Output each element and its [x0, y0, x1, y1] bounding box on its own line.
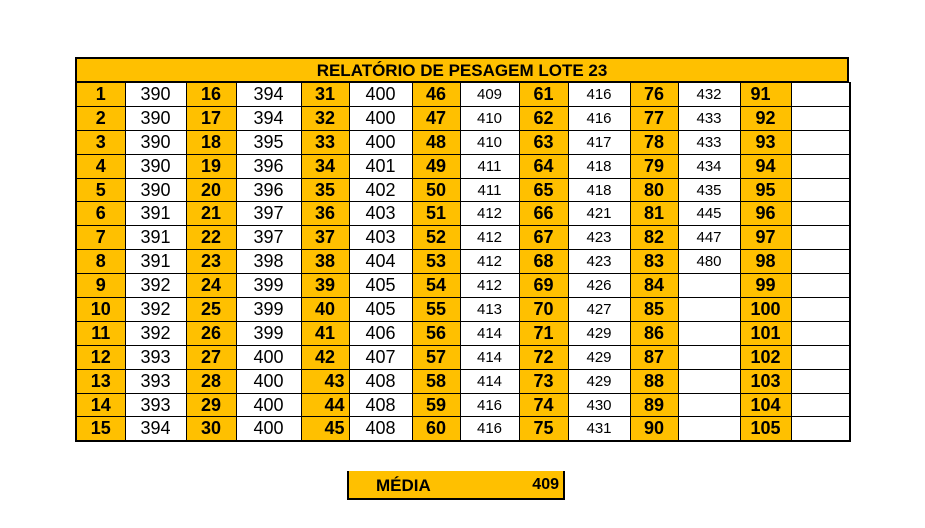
animal-number: 102 [740, 345, 791, 369]
weight-value: 400 [236, 393, 301, 417]
weight-value: 400 [349, 83, 412, 107]
animal-number: 63 [519, 130, 568, 154]
animal-number: 47 [412, 106, 460, 130]
average-value: 409 [532, 476, 559, 493]
weight-value: 429 [568, 321, 630, 345]
weight-value: 423 [568, 250, 630, 274]
animal-number: 86 [630, 321, 678, 345]
weight-value: 390 [125, 154, 186, 178]
table-row [76, 202, 850, 226]
weight-value: 405 [349, 274, 412, 298]
animal-number: 57 [412, 345, 460, 369]
weight-value: 412 [460, 226, 519, 250]
animal-number: 30 [186, 417, 236, 441]
empty-cell [791, 274, 850, 298]
animal-number: 16 [186, 83, 236, 107]
weight-value: 411 [460, 178, 519, 202]
weight-value: 431 [568, 417, 630, 441]
weight-value: 395 [236, 130, 301, 154]
animal-number: 51 [412, 202, 460, 226]
table-row [76, 345, 850, 369]
weight-value: 394 [236, 83, 301, 107]
animal-number: 95 [740, 178, 791, 202]
weight-value: 416 [568, 83, 630, 107]
empty-cell [791, 393, 850, 417]
weight-value: 400 [236, 369, 301, 393]
animal-number: 31 [301, 83, 349, 107]
weight-value: 400 [349, 130, 412, 154]
weight-value: 399 [236, 274, 301, 298]
animal-number: 12 [76, 345, 125, 369]
weight-value: 429 [568, 345, 630, 369]
animal-number: 50 [412, 178, 460, 202]
animal-number: 15 [76, 417, 125, 441]
animal-number: 22 [186, 226, 236, 250]
animal-number: 75 [519, 417, 568, 441]
weight-value: 399 [236, 321, 301, 345]
animal-number: 69 [519, 274, 568, 298]
weight-value: 392 [125, 274, 186, 298]
weight-value: 390 [125, 106, 186, 130]
weight-value: 397 [236, 226, 301, 250]
weight-value [678, 417, 740, 441]
weight-value: 433 [678, 106, 740, 130]
animal-number: 40 [301, 298, 349, 322]
animal-number: 67 [519, 226, 568, 250]
weight-value: 447 [678, 226, 740, 250]
animal-number: 1 [76, 83, 125, 107]
table-row [76, 178, 850, 202]
weight-value [678, 298, 740, 322]
weight-value: 402 [349, 178, 412, 202]
empty-cell [791, 154, 850, 178]
report-title: RELATÓRIO DE PESAGEM LOTE 23 [75, 57, 849, 82]
table-row [76, 321, 850, 345]
animal-number: 65 [519, 178, 568, 202]
animal-number: 24 [186, 274, 236, 298]
table-row [76, 274, 850, 298]
weight-value: 427 [568, 298, 630, 322]
animal-number: 9 [76, 274, 125, 298]
animal-number: 101 [740, 321, 791, 345]
animal-number: 84 [630, 274, 678, 298]
weight-value: 399 [236, 298, 301, 322]
weight-value: 391 [125, 250, 186, 274]
weight-value: 398 [236, 250, 301, 274]
animal-number: 97 [740, 226, 791, 250]
animal-number: 29 [186, 393, 236, 417]
empty-cell [791, 202, 850, 226]
weight-value: 393 [125, 345, 186, 369]
weight-value: 435 [678, 178, 740, 202]
animal-number: 4 [76, 154, 125, 178]
animal-number: 89 [630, 393, 678, 417]
weight-value: 400 [236, 417, 301, 441]
weight-value: 434 [678, 154, 740, 178]
weight-value: 403 [349, 226, 412, 250]
animal-number: 80 [630, 178, 678, 202]
weight-value: 408 [349, 369, 412, 393]
animal-number: 73 [519, 369, 568, 393]
animal-number: 46 [412, 83, 460, 107]
animal-number: 26 [186, 321, 236, 345]
weight-value: 408 [349, 393, 412, 417]
weight-value: 390 [125, 178, 186, 202]
weight-value: 400 [236, 345, 301, 369]
weight-value: 391 [125, 202, 186, 226]
weight-value: 429 [568, 369, 630, 393]
weight-value: 391 [125, 226, 186, 250]
weight-value: 394 [236, 106, 301, 130]
animal-number: 7 [76, 226, 125, 250]
weight-value: 390 [125, 130, 186, 154]
weight-value: 417 [568, 130, 630, 154]
empty-cell [791, 226, 850, 250]
animal-number: 77 [630, 106, 678, 130]
animal-number: 41 [301, 321, 349, 345]
empty-cell [791, 130, 850, 154]
weight-value: 408 [349, 417, 412, 441]
weight-value [678, 393, 740, 417]
weight-value: 393 [125, 369, 186, 393]
animal-number: 104 [740, 393, 791, 417]
animal-number: 2 [76, 106, 125, 130]
animal-number: 32 [301, 106, 349, 130]
weight-value: 413 [460, 298, 519, 322]
animal-number: 88 [630, 369, 678, 393]
animal-number: 18 [186, 130, 236, 154]
animal-number: 48 [412, 130, 460, 154]
animal-number: 68 [519, 250, 568, 274]
weight-value: 430 [568, 393, 630, 417]
empty-cell [791, 417, 850, 441]
weight-value: 412 [460, 250, 519, 274]
animal-number: 28 [186, 369, 236, 393]
weight-value: 412 [460, 202, 519, 226]
animal-number: 43 [301, 369, 349, 393]
weight-value: 416 [460, 417, 519, 441]
weight-value [678, 274, 740, 298]
empty-cell [791, 106, 850, 130]
animal-number: 36 [301, 202, 349, 226]
animal-number: 17 [186, 106, 236, 130]
table-row [76, 226, 850, 250]
table-row [76, 369, 850, 393]
weight-value: 414 [460, 345, 519, 369]
animal-number: 44 [301, 393, 349, 417]
animal-number: 56 [412, 321, 460, 345]
animal-number: 99 [740, 274, 791, 298]
animal-number: 37 [301, 226, 349, 250]
animal-number: 98 [740, 250, 791, 274]
animal-number: 83 [630, 250, 678, 274]
empty-cell [791, 298, 850, 322]
animal-number: 45 [301, 417, 349, 441]
weight-value: 400 [349, 106, 412, 130]
table-row [76, 393, 850, 417]
animal-number: 39 [301, 274, 349, 298]
animal-number: 27 [186, 345, 236, 369]
animal-number: 70 [519, 298, 568, 322]
table-row [76, 106, 850, 130]
weight-value: 394 [125, 417, 186, 441]
table-row [76, 298, 850, 322]
empty-cell [791, 321, 850, 345]
weight-value: 426 [568, 274, 630, 298]
weight-value: 409 [460, 83, 519, 107]
empty-cell [791, 250, 850, 274]
weight-value: 414 [460, 369, 519, 393]
weight-value: 416 [568, 106, 630, 130]
animal-number: 105 [740, 417, 791, 441]
weight-value: 392 [125, 321, 186, 345]
animal-number: 49 [412, 154, 460, 178]
animal-number: 19 [186, 154, 236, 178]
animal-number: 60 [412, 417, 460, 441]
weight-value: 411 [460, 154, 519, 178]
weight-value: 418 [568, 178, 630, 202]
animal-number: 3 [76, 130, 125, 154]
animal-number: 96 [740, 202, 791, 226]
animal-number: 74 [519, 393, 568, 417]
weight-value: 390 [125, 83, 186, 107]
weight-value: 392 [125, 298, 186, 322]
animal-number: 58 [412, 369, 460, 393]
animal-number: 100 [740, 298, 791, 322]
weight-value [678, 345, 740, 369]
weight-value: 423 [568, 226, 630, 250]
table-row [76, 130, 850, 154]
average-label: MÉDIA [376, 476, 431, 495]
animal-number: 92 [740, 106, 791, 130]
animal-number: 59 [412, 393, 460, 417]
weight-value: 403 [349, 202, 412, 226]
empty-cell [791, 178, 850, 202]
animal-number: 23 [186, 250, 236, 274]
table-row [76, 154, 850, 178]
weight-value: 418 [568, 154, 630, 178]
animal-number: 91 [740, 83, 791, 107]
animal-number: 78 [630, 130, 678, 154]
weight-value: 406 [349, 321, 412, 345]
average-box [347, 471, 565, 500]
animal-number: 5 [76, 178, 125, 202]
weight-value [678, 369, 740, 393]
animal-number: 55 [412, 298, 460, 322]
animal-number: 52 [412, 226, 460, 250]
weight-value: 421 [568, 202, 630, 226]
animal-number: 21 [186, 202, 236, 226]
animal-number: 42 [301, 345, 349, 369]
weight-value: 412 [460, 274, 519, 298]
weight-value: 405 [349, 298, 412, 322]
empty-cell [791, 345, 850, 369]
animal-number: 53 [412, 250, 460, 274]
weight-value: 397 [236, 202, 301, 226]
weight-value: 480 [678, 250, 740, 274]
animal-number: 13 [76, 369, 125, 393]
animal-number: 82 [630, 226, 678, 250]
weight-value: 393 [125, 393, 186, 417]
weight-value: 396 [236, 178, 301, 202]
animal-number: 33 [301, 130, 349, 154]
animal-number: 90 [630, 417, 678, 441]
empty-cell [791, 369, 850, 393]
animal-number: 62 [519, 106, 568, 130]
animal-number: 85 [630, 298, 678, 322]
animal-number: 71 [519, 321, 568, 345]
animal-number: 20 [186, 178, 236, 202]
weight-value: 445 [678, 202, 740, 226]
animal-number: 14 [76, 393, 125, 417]
animal-number: 103 [740, 369, 791, 393]
animal-number: 38 [301, 250, 349, 274]
animal-number: 76 [630, 83, 678, 107]
animal-number: 72 [519, 345, 568, 369]
animal-number: 10 [76, 298, 125, 322]
animal-number: 61 [519, 83, 568, 107]
animal-number: 11 [76, 321, 125, 345]
animal-number: 6 [76, 202, 125, 226]
weight-value: 396 [236, 154, 301, 178]
animal-number: 54 [412, 274, 460, 298]
weights-table [75, 82, 851, 442]
weight-value [678, 321, 740, 345]
weight-value: 401 [349, 154, 412, 178]
animal-number: 64 [519, 154, 568, 178]
animal-number: 66 [519, 202, 568, 226]
weight-value: 432 [678, 83, 740, 107]
table-row [76, 83, 850, 107]
empty-cell [791, 83, 850, 107]
animal-number: 79 [630, 154, 678, 178]
weight-value: 414 [460, 321, 519, 345]
weight-value: 410 [460, 130, 519, 154]
weighing-report [75, 57, 849, 442]
weight-value: 410 [460, 106, 519, 130]
animal-number: 94 [740, 154, 791, 178]
table-row [76, 250, 850, 274]
animal-number: 8 [76, 250, 125, 274]
animal-number: 93 [740, 130, 791, 154]
weight-value: 407 [349, 345, 412, 369]
animal-number: 81 [630, 202, 678, 226]
animal-number: 35 [301, 178, 349, 202]
animal-number: 87 [630, 345, 678, 369]
weight-value: 433 [678, 130, 740, 154]
animal-number: 34 [301, 154, 349, 178]
table-row [76, 417, 850, 441]
weight-value: 404 [349, 250, 412, 274]
weight-value: 416 [460, 393, 519, 417]
animal-number: 25 [186, 298, 236, 322]
